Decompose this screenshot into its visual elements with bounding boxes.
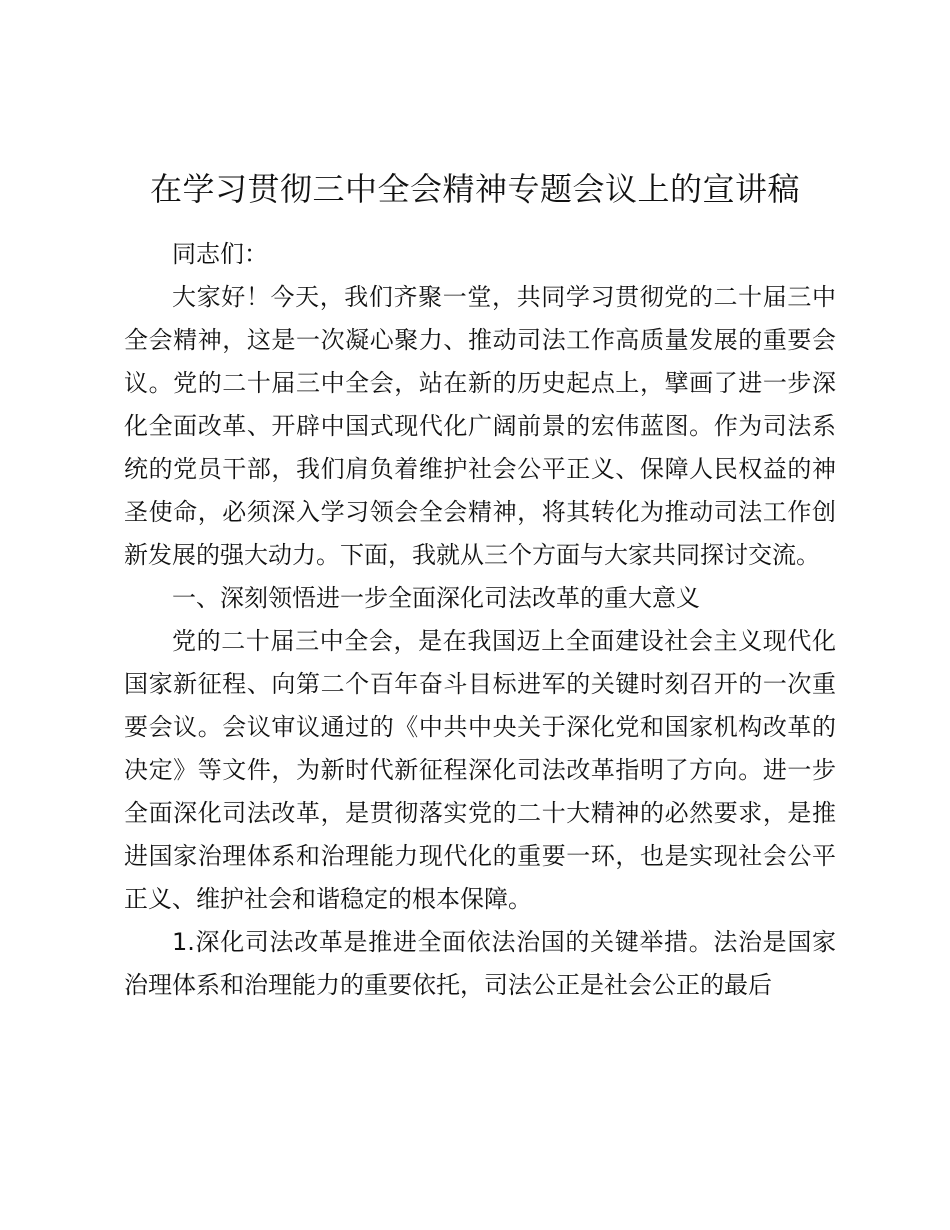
document-title: 在学习贯彻三中全会精神专题会议上的宣讲稿	[149, 170, 800, 208]
document-body	[124, 233, 836, 1007]
body-paragraph: 党的二十届三中全会，是在我国迈上全面建设社会主义现代化国家新征程、向第二个百年奋斗目标进军的关键时刻召开的一次重要会议。会议审议通过的《中共中央关于深化党和国家机构改革的决定》等文件，为新时代新征程深化司法改革指明了方向。进一步全面深化司法改革，是贯彻落实党的二十大精神的必然要求，是推进国家治理体系和治理能力现代化的重要一环，也是实现社会公平正义、维护社会和谐稳定的根本保障。	[124, 627, 836, 913]
salutation-paragraph: 同志们：	[172, 240, 268, 268]
body-paragraph: 1.深化司法改革是推进全面依法治国的关键举措。法治是国家治理体系和治理能力的重要依托，司法公正是社会公正的最后	[124, 928, 836, 999]
opening-paragraph: 大家好！今天，我们齐聚一堂，共同学习贯彻党的二十届三中全会精神，这是一次凝心聚力、推动司法工作高质量发展的重要会议。党的二十届三中全会，站在新的历史起点上，擘画了进一步深化全面改革、开辟中国式现代化广阔前景的宏伟蓝图。作为司法系统的党员干部，我们肩负着维护社会公平正义、保障人民权益的神圣使命，必须深入学习领会全会精神，将其转化为推动司法工作创新发展的强大动力。下面，我就从三个方面与大家共同探讨交流。	[124, 283, 836, 569]
section-heading: 一、深刻领悟进一步全面深化司法改革的重大意义	[172, 584, 700, 612]
